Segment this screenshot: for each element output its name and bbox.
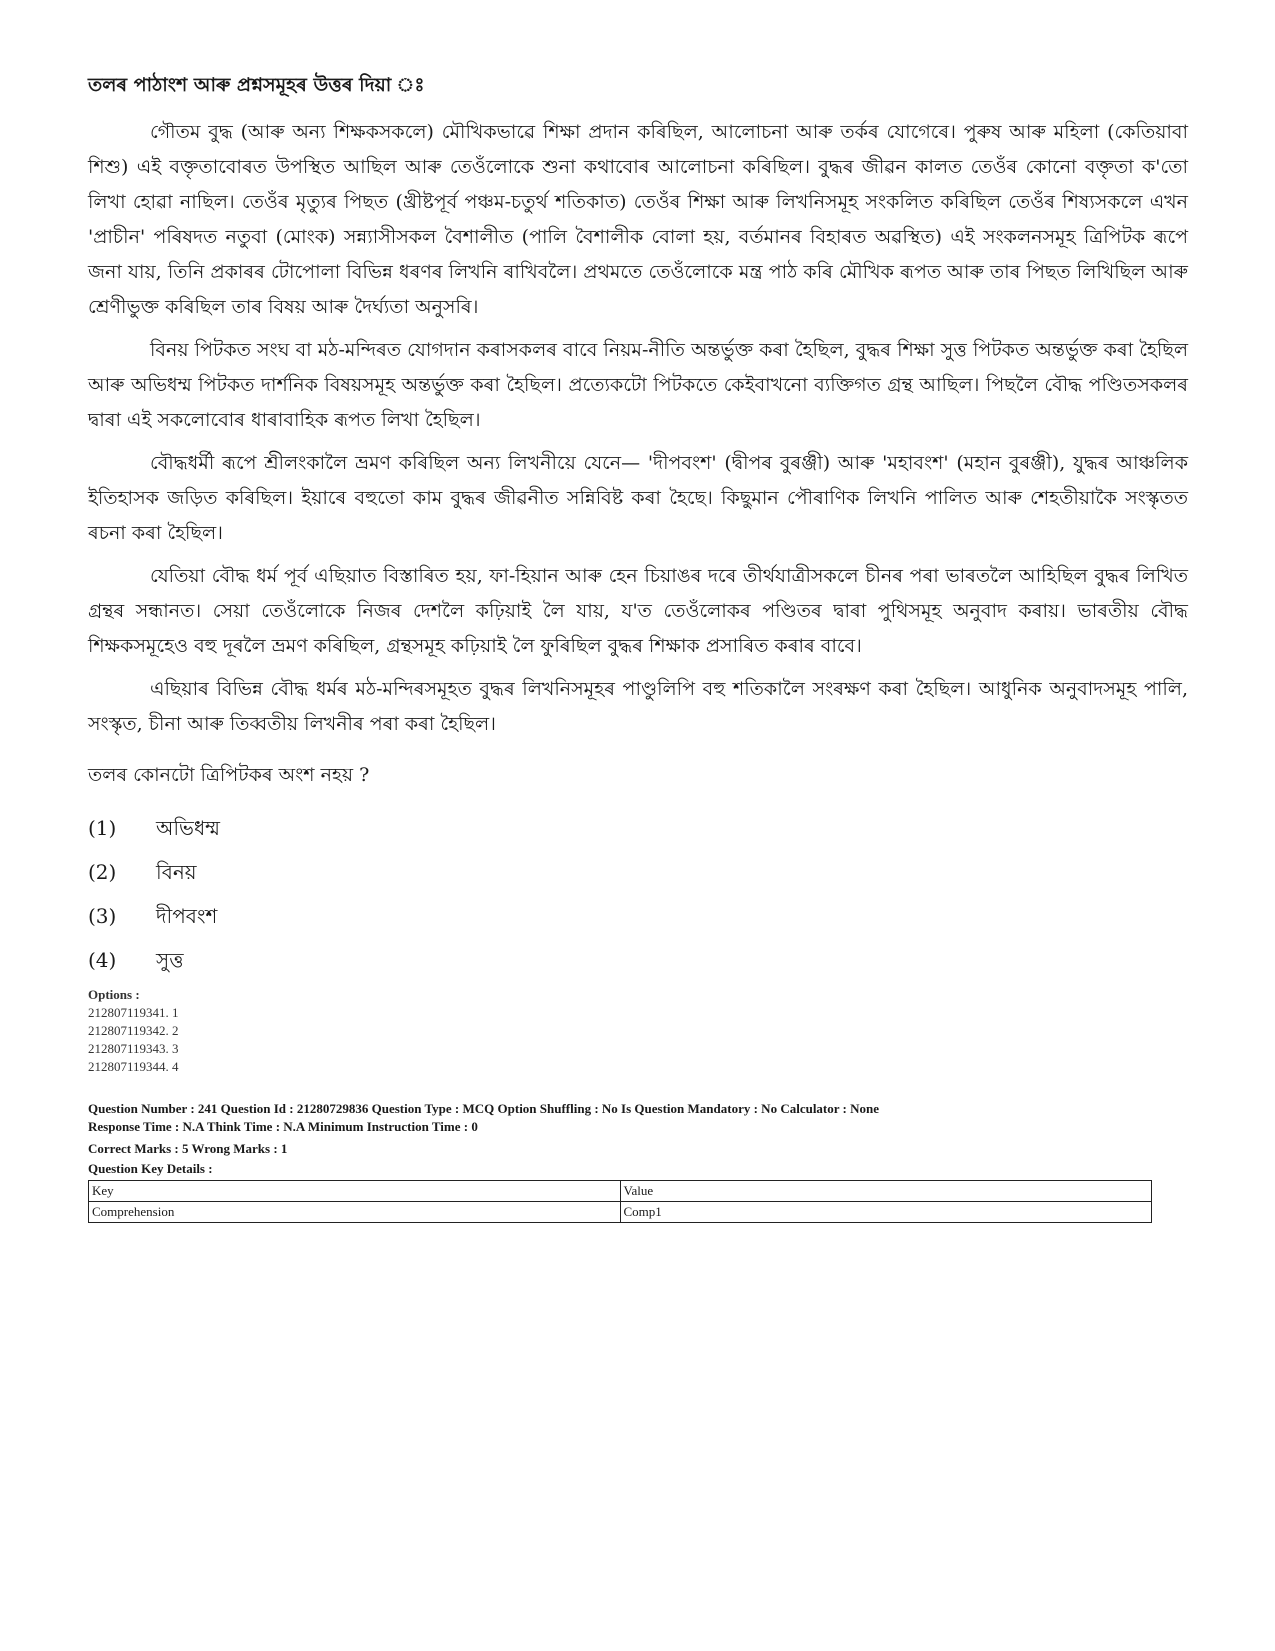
question-page xyxy=(88,62,1188,1223)
table-cell-key: Comprehension xyxy=(89,1202,621,1223)
question-info-line-1: Question Number : 241 Question Id : 21280729836 Question Type : MCQ Option Shuffling : No Is Question Mandatory : No Calculator : None xyxy=(88,1101,880,1117)
table-header-value: Value xyxy=(620,1181,1152,1202)
options-label: Options : xyxy=(88,987,140,1003)
choice-list xyxy=(88,806,1188,982)
passage-paragraph-5: এছিয়াৰ বিভিন্ন বৌদ্ধ ধৰ্মৰ মঠ-মন্দিৰসমূহত বুদ্ধৰ লিখনিসমূহৰ পাণ্ডুলিপি বহু শতিকালৈ সংৰক্ষণ কৰা হৈছিল। আধুনিক অনুবাদসমূহ পালি, সংস্কৃত, চীনা আৰু তিব্বতীয় লিখনীৰ পৰা কৰা হৈছিল। xyxy=(88,677,1188,735)
table-cell-value: Comp1 xyxy=(620,1202,1152,1223)
choice-number: (1) xyxy=(88,816,117,841)
option-id-3: 212807119343. 3 xyxy=(88,1041,179,1057)
choice-text: সুত্ত xyxy=(156,948,184,973)
choice-3[interactable] xyxy=(88,894,1188,938)
question-text: তলৰ কোনটো ত্ৰিপিটকৰ অংশ নহয় ? xyxy=(88,763,370,786)
choice-number: (4) xyxy=(88,948,117,973)
passage-paragraph-4: যেতিয়া বৌদ্ধ ধৰ্ম পূৰ্ব এছিয়াত বিস্তাৰিত হয়, ফা-হিয়ান আৰু হেন চিয়াঙৰ দৰে তীৰ্থযাত্ৰীসকলে চীনৰ পৰা ভাৰতলৈ আহিছিল বুদ্ধৰ লিখিত গ্ৰন্থৰ সন্ধানত। সেয়া তেওঁলোকে নিজৰ দেশলৈ কঢ়িয়াই লৈ যায়, য'ত তেওঁলোকৰ পণ্ডিতৰ দ্বাৰা পুথিসমূহ অনুবাদ কৰায়। ভাৰতীয় বৌদ্ধ শিক্ষকসমূহেও বহু দূৰলৈ ভ্ৰমণ কৰিছিল, গ্ৰন্থসমূহ কঢ়িয়াই লৈ ফুৰিছিল বুদ্ধৰ শিক্ষাক প্ৰসাৰিত কৰাৰ বাবে। xyxy=(88,564,1188,657)
option-id-1: 212807119341. 1 xyxy=(88,1005,179,1021)
choice-text: দীপবংশ xyxy=(156,904,218,929)
table-row xyxy=(89,1202,1152,1223)
option-id-4: 212807119344. 4 xyxy=(88,1059,179,1075)
table-header-key: Key xyxy=(89,1181,621,1202)
option-ids-block xyxy=(88,986,1188,1076)
choice-1[interactable] xyxy=(88,806,1188,850)
choice-4[interactable] xyxy=(88,938,1188,982)
question-info-line-2: Response Time : N.A Think Time : N.A Minimum Instruction Time : 0 xyxy=(88,1119,478,1135)
question-key-table xyxy=(88,1180,1152,1223)
passage-paragraph-2: বিনয় পিটকত সংঘ বা মঠ-মন্দিৰত যোগদান কৰাসকলৰ বাবে নিয়ম-নীতি অন্তৰ্ভুক্ত কৰা হৈছিল, বুদ্ধৰ শিক্ষা সুত্ত পিটকত অন্তৰ্ভুক্ত কৰা হৈছিল আৰু অভিধম্ম পিটকত দাৰ্শনিক বিষয়সমূহ অন্তৰ্ভুক্ত কৰা হৈছিল। প্ৰত্যেকটো পিটকতে কেইবাখনো ব্যক্তিগত গ্ৰন্থ আছিল। পিছলৈ বৌদ্ধ পণ্ডিতসকলৰ দ্বাৰা এই সকলোবোৰ ধাৰাবাহিক ৰূপত লিখা হৈছিল। xyxy=(88,338,1188,431)
passage-paragraph-3: বৌদ্ধধৰ্মী ৰূপে শ্ৰীলংকালৈ ভ্ৰমণ কৰিছিল অন্য লিখনীয়ে যেনে— 'দীপবংশ' (দ্বীপৰ বুৰঞ্জী) আৰু 'মহাবংশ' (মহান বুৰঞ্জী), যুদ্ধৰ আঞ্চলিক ইতিহাসক জড়িত কৰিছিল। ইয়াৰে বহুতো কাম বুদ্ধৰ জীৱনীত সন্নিবিষ্ট কৰা হৈছে। কিছুমান পৌৰাণিক লিখনি পালিত আৰু শেহতীয়াকৈ সংস্কৃতত ৰচনা কৰা হৈছিল। xyxy=(88,451,1188,544)
option-id-2: 212807119342. 2 xyxy=(88,1023,179,1039)
choice-text: অভিধম্ম xyxy=(156,816,221,841)
choice-number: (3) xyxy=(88,904,117,929)
question-info xyxy=(88,1100,1188,1178)
choice-2[interactable] xyxy=(88,850,1188,894)
question-info-line-3: Correct Marks : 5 Wrong Marks : 1 xyxy=(88,1141,288,1157)
choice-number: (2) xyxy=(88,860,117,885)
passage-paragraph-1: গৌতম বুদ্ধ (আৰু অন্য শিক্ষকসকলে) মৌখিকভাৱে শিক্ষা প্ৰদান কৰিছিল, আলোচনা আৰু তৰ্কৰ যোগেৰে। পুৰুষ আৰু মহিলা (কেতিয়াবা শিশু) এই বক্তৃতাবোৰত উপস্থিত আছিল আৰু তেওঁলোকে শুনা কথাবোৰ আলোচনা কৰিছিল। বুদ্ধৰ জীৱন কালত তেওঁৰ কোনো বক্তৃতা ক'তো লিখা হোৱা নাছিল। তেওঁৰ মৃত্যুৰ পিছত (খ্ৰীষ্টপূৰ্ব পঞ্চম-চতুৰ্থ শতিকাত) তেওঁৰ শিক্ষা আৰু লিখনিসমূহ সংকলিত কৰিছিল তেওঁৰ শিষ্যসকলে এখন 'প্ৰাচীন' পৰিষদত নতুবা (মোংক) সন্ন্যাসীসকল বৈশালীত (পালি বৈশালীক বোলা হয়, বৰ্তমানৰ বিহাৰত অৱস্থিত) এই সংকলনসমূহ ত্ৰিপিটক ৰূপে জনা যায়, তিনি প্ৰকাৰৰ টোপোলা বিভিন্ন ধৰণৰ লিখনি ৰাখিবলৈ। প্ৰথমতে তেওঁলোকে মন্ত্ৰ পাঠ কৰি মৌখিক ৰূপত আৰু তাৰ পিছত লিখিছিল আৰু শ্ৰেণীভুক্ত কৰিছিল তাৰ বিষয় আৰু দৈৰ্ঘ্যতা অনুসৰি। xyxy=(88,120,1188,318)
question-info-line-4: Question Key Details : xyxy=(88,1161,213,1177)
choice-text: বিনয় xyxy=(156,860,197,885)
passage-heading: তলৰ পাঠাংশ আৰু প্ৰশ্নসমূহৰ উত্তৰ দিয়া ঃ xyxy=(88,74,425,96)
table-header-row xyxy=(89,1181,1152,1202)
